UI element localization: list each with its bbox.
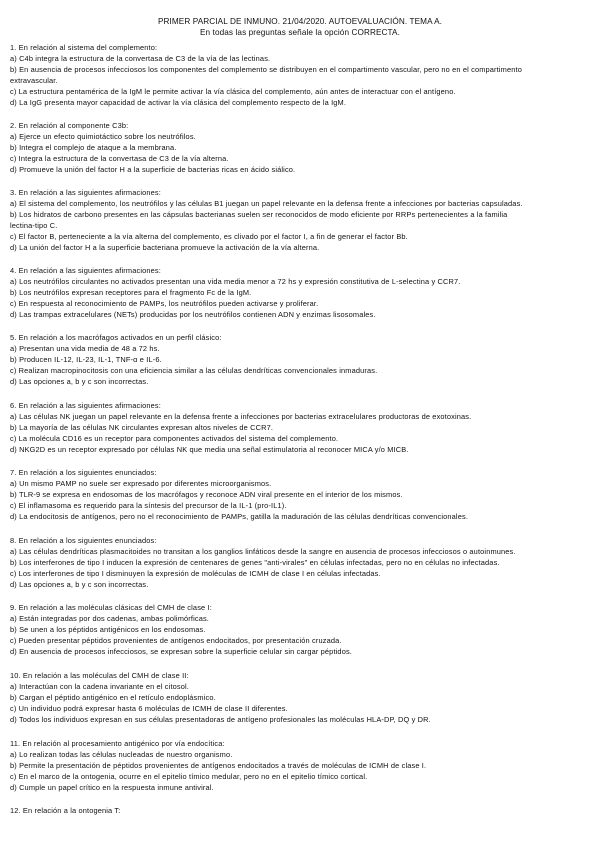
- option-a: a) Las células NK juegan un papel relevante en la defensa frente a infecciones por bacterias extracelulares productoras de exotoxinas.: [10, 411, 472, 421]
- option-a: a) El sistema del complemento, los neutrófilos y las células B1 juegan un papel relevante en la defensa frente a infecciones por bacterias capsuladas.: [10, 198, 523, 208]
- question-10: [10, 671, 592, 726]
- question-stem: 9. En relación a las moléculas clásicas del CMH de clase I:: [10, 603, 212, 612]
- option-a: a) Los neutrófilos circulantes no activados presentan una vida media menor a 72 hs y expresión constitutiva de L-selectina y CCR7.: [10, 276, 461, 286]
- question-4: [10, 266, 592, 321]
- option-a: a) Lo realizan todas las células nucleadas de nuestro organismo.: [10, 749, 233, 759]
- option-b: b) Los interferones de tipo I inducen la expresión de centenares de genes "anti-virales" en células infectadas, pero no en células no infectadas.: [10, 557, 500, 567]
- option-c: c) El factor B, perteneciente a la vía alterna del complemento, es clivado por el factor I, a fin de generar el factor Bb.: [10, 231, 408, 241]
- question-stem: 2. En relación al componente C3b:: [10, 121, 129, 130]
- option-c: c) Pueden presentar péptidos provenientes de antígenos endocitados, por presentación cruzada.: [10, 635, 342, 645]
- option-c: c) El inflamasoma es requerido para la síntesis del precursor de la IL-1 (pro-IL1).: [10, 500, 287, 510]
- option-d: d) La unión del factor H a la superficie bacteriana promueve la activación de la vía alterna.: [10, 242, 320, 252]
- option-d: d) Las trampas extracelulares (NETs) producidas por los neutrófilos contienen ADN y enzimas lisosomales.: [10, 309, 376, 319]
- option-a: a) Están integradas por dos cadenas, ambas polimórficas.: [10, 613, 210, 623]
- option-d: d) En ausencia de procesos infecciosos, se expresan sobre la superficie celular sin cargar péptidos.: [10, 646, 353, 656]
- question-8: [10, 536, 592, 591]
- question-5: [10, 333, 592, 388]
- question-2: [10, 121, 592, 176]
- exam-instruction: En todas las preguntas señale la opción CORRECTA.: [200, 28, 400, 37]
- option-d: d) Promueve la unión del factor H a la superficie de bacterias ricas en ácido siálico.: [10, 164, 296, 174]
- option-a: a) Las células dendríticas plasmacitoides no transitan a los ganglios linfáticos desde la sangre en ausencia de procesos infecciosos o autoinmunes.: [10, 546, 516, 556]
- option-b: b) En ausencia de procesos infecciosos los componentes del complemento se distribuyen en el compartimento vascular, pero no en el compartimento: [10, 64, 522, 74]
- question-1: [10, 43, 592, 108]
- option-d: d) Cumple un papel crítico en la respuesta inmune antiviral.: [10, 782, 214, 792]
- option-d: d) NKG2D es un receptor expresado por células NK que media una señal estimulatoria al reconocer MICA y/o MICB.: [10, 444, 409, 454]
- question-stem: 6. En relación a las siguientes afirmaciones:: [10, 401, 161, 410]
- option-a: a) Interactúan con la cadena invariante en el citosol.: [10, 681, 190, 691]
- option-a: a) C4b integra la estructura de la convertasa de C3 de la vía de las lectinas.: [10, 53, 271, 63]
- question-stem: 8. En relación a los siguientes enunciados:: [10, 536, 157, 545]
- question-stem: 5. En relación a los macrófagos activados en un perfil clásico:: [10, 333, 222, 342]
- option-d: d) Las opciones a, b y c son incorrectas.: [10, 579, 149, 589]
- option-c: c) En el marco de la ontogenia, ocurre en el epitelio tímico medular, pero no en el epitelio tímico cortical.: [10, 771, 368, 781]
- question-stem: 11. En relación al procesamiento antigénico por vía endocítica:: [10, 739, 225, 748]
- question-3: [10, 188, 592, 253]
- question-stem: 4. En relación a las siguientes afirmaciones:: [10, 266, 161, 275]
- option-b: b) Permite la presentación de péptidos provenientes de antígenos endocitados a través de moléculas de ICMH de clase I.: [10, 760, 427, 770]
- exam-title: PRIMER PARCIAL DE INMUNO. 21/04/2020. AUTOEVALUACIÓN. TEMA A.: [157, 17, 443, 26]
- option-c: c) Realizan macropinocitosis con una eficiencia similar a las células dendríticas convencionales inmaduras.: [10, 365, 378, 375]
- option-b: b) Producen IL-12, IL-23, IL-1, TNF-α e IL-6.: [10, 354, 162, 364]
- option-b-continued: lectina-tipo C.: [10, 220, 58, 230]
- question-7: [10, 468, 592, 523]
- option-d: d) Todos los individuos expresan en sus células presentadoras de antígeno profesionales las moléculas HLA-DP, DQ y DR.: [10, 714, 431, 724]
- option-b: b) TLR-9 se expresa en endosomas de los macrófagos y reconoce ADN viral presente en el interior de los mismos.: [10, 489, 403, 499]
- option-c: c) La molécula CD16 es un receptor para componentes activados del sistema del complemento.: [10, 433, 339, 443]
- option-c: c) En respuesta al reconocimiento de PAMPs, los neutrófilos pueden activarse y proliferar.: [10, 298, 319, 308]
- option-a: a) Presentan una vida media de 48 a 72 hs.: [10, 343, 160, 353]
- question-stem: 10. En relación a las moléculas del CMH de clase II:: [10, 671, 189, 680]
- question-12: [10, 806, 592, 817]
- question-11: [10, 739, 592, 794]
- question-9: [10, 603, 592, 658]
- option-b: b) La mayoría de las células NK circulantes expresan altos niveles de CCR7.: [10, 422, 274, 432]
- question-stem: 7. En relación a los siguientes enunciados:: [10, 468, 157, 477]
- option-b: b) Los neutrófilos expresan receptores para el fragmento Fc de la IgM.: [10, 287, 252, 297]
- option-b: b) Integra el complejo de ataque a la membrana.: [10, 142, 177, 152]
- option-a: a) Ejerce un efecto quimiotáctico sobre los neutrófilos.: [10, 131, 196, 141]
- option-c: c) Un individuo podrá expresar hasta 6 moléculas de ICMH de clase II diferentes.: [10, 703, 288, 713]
- question-6: [10, 401, 592, 456]
- option-c: c) Integra la estructura de la convertasa de C3 de la vía alterna.: [10, 153, 229, 163]
- option-b: b) Se unen a los péptidos antigénicos en los endosomas.: [10, 624, 206, 634]
- option-c: c) Los interferones de tipo I disminuyen la expresión de moléculas de ICMH de clase I en células infectadas.: [10, 568, 381, 578]
- option-a: a) Un mismo PAMP no suele ser expresado por diferentes microorganismos.: [10, 478, 272, 488]
- option-d: d) La endocitosis de antígenos, pero no el reconocimiento de PAMPs, gatilla la maduración de las células dendríticas convencionales.: [10, 511, 469, 521]
- option-d: d) Las opciones a, b y c son incorrectas.: [10, 376, 149, 386]
- option-d: d) La IgG presenta mayor capacidad de activar la vía clásica del complemento respecto de la IgM.: [10, 97, 347, 107]
- question-stem: 12. En relación a la ontogenia T:: [10, 806, 121, 815]
- option-b-continued: extravascular.: [10, 75, 58, 85]
- option-c: c) La estructura pentamérica de la IgM le permite activar la vía clásica del complemento, aún antes de interactuar con el antígeno.: [10, 86, 456, 96]
- question-stem: 3. En relación a las siguientes afirmaciones:: [10, 188, 161, 197]
- option-b: b) Los hidratos de carbono presentes en las cápsulas bacterianas suelen ser reconocidos de modo eficiente por RRPs pertenecientes a la familia: [10, 209, 508, 219]
- question-stem: 1. En relación al sistema del complemento:: [10, 43, 158, 52]
- option-b: b) Cargan el péptido antigénico en el retículo endoplásmico.: [10, 692, 216, 702]
